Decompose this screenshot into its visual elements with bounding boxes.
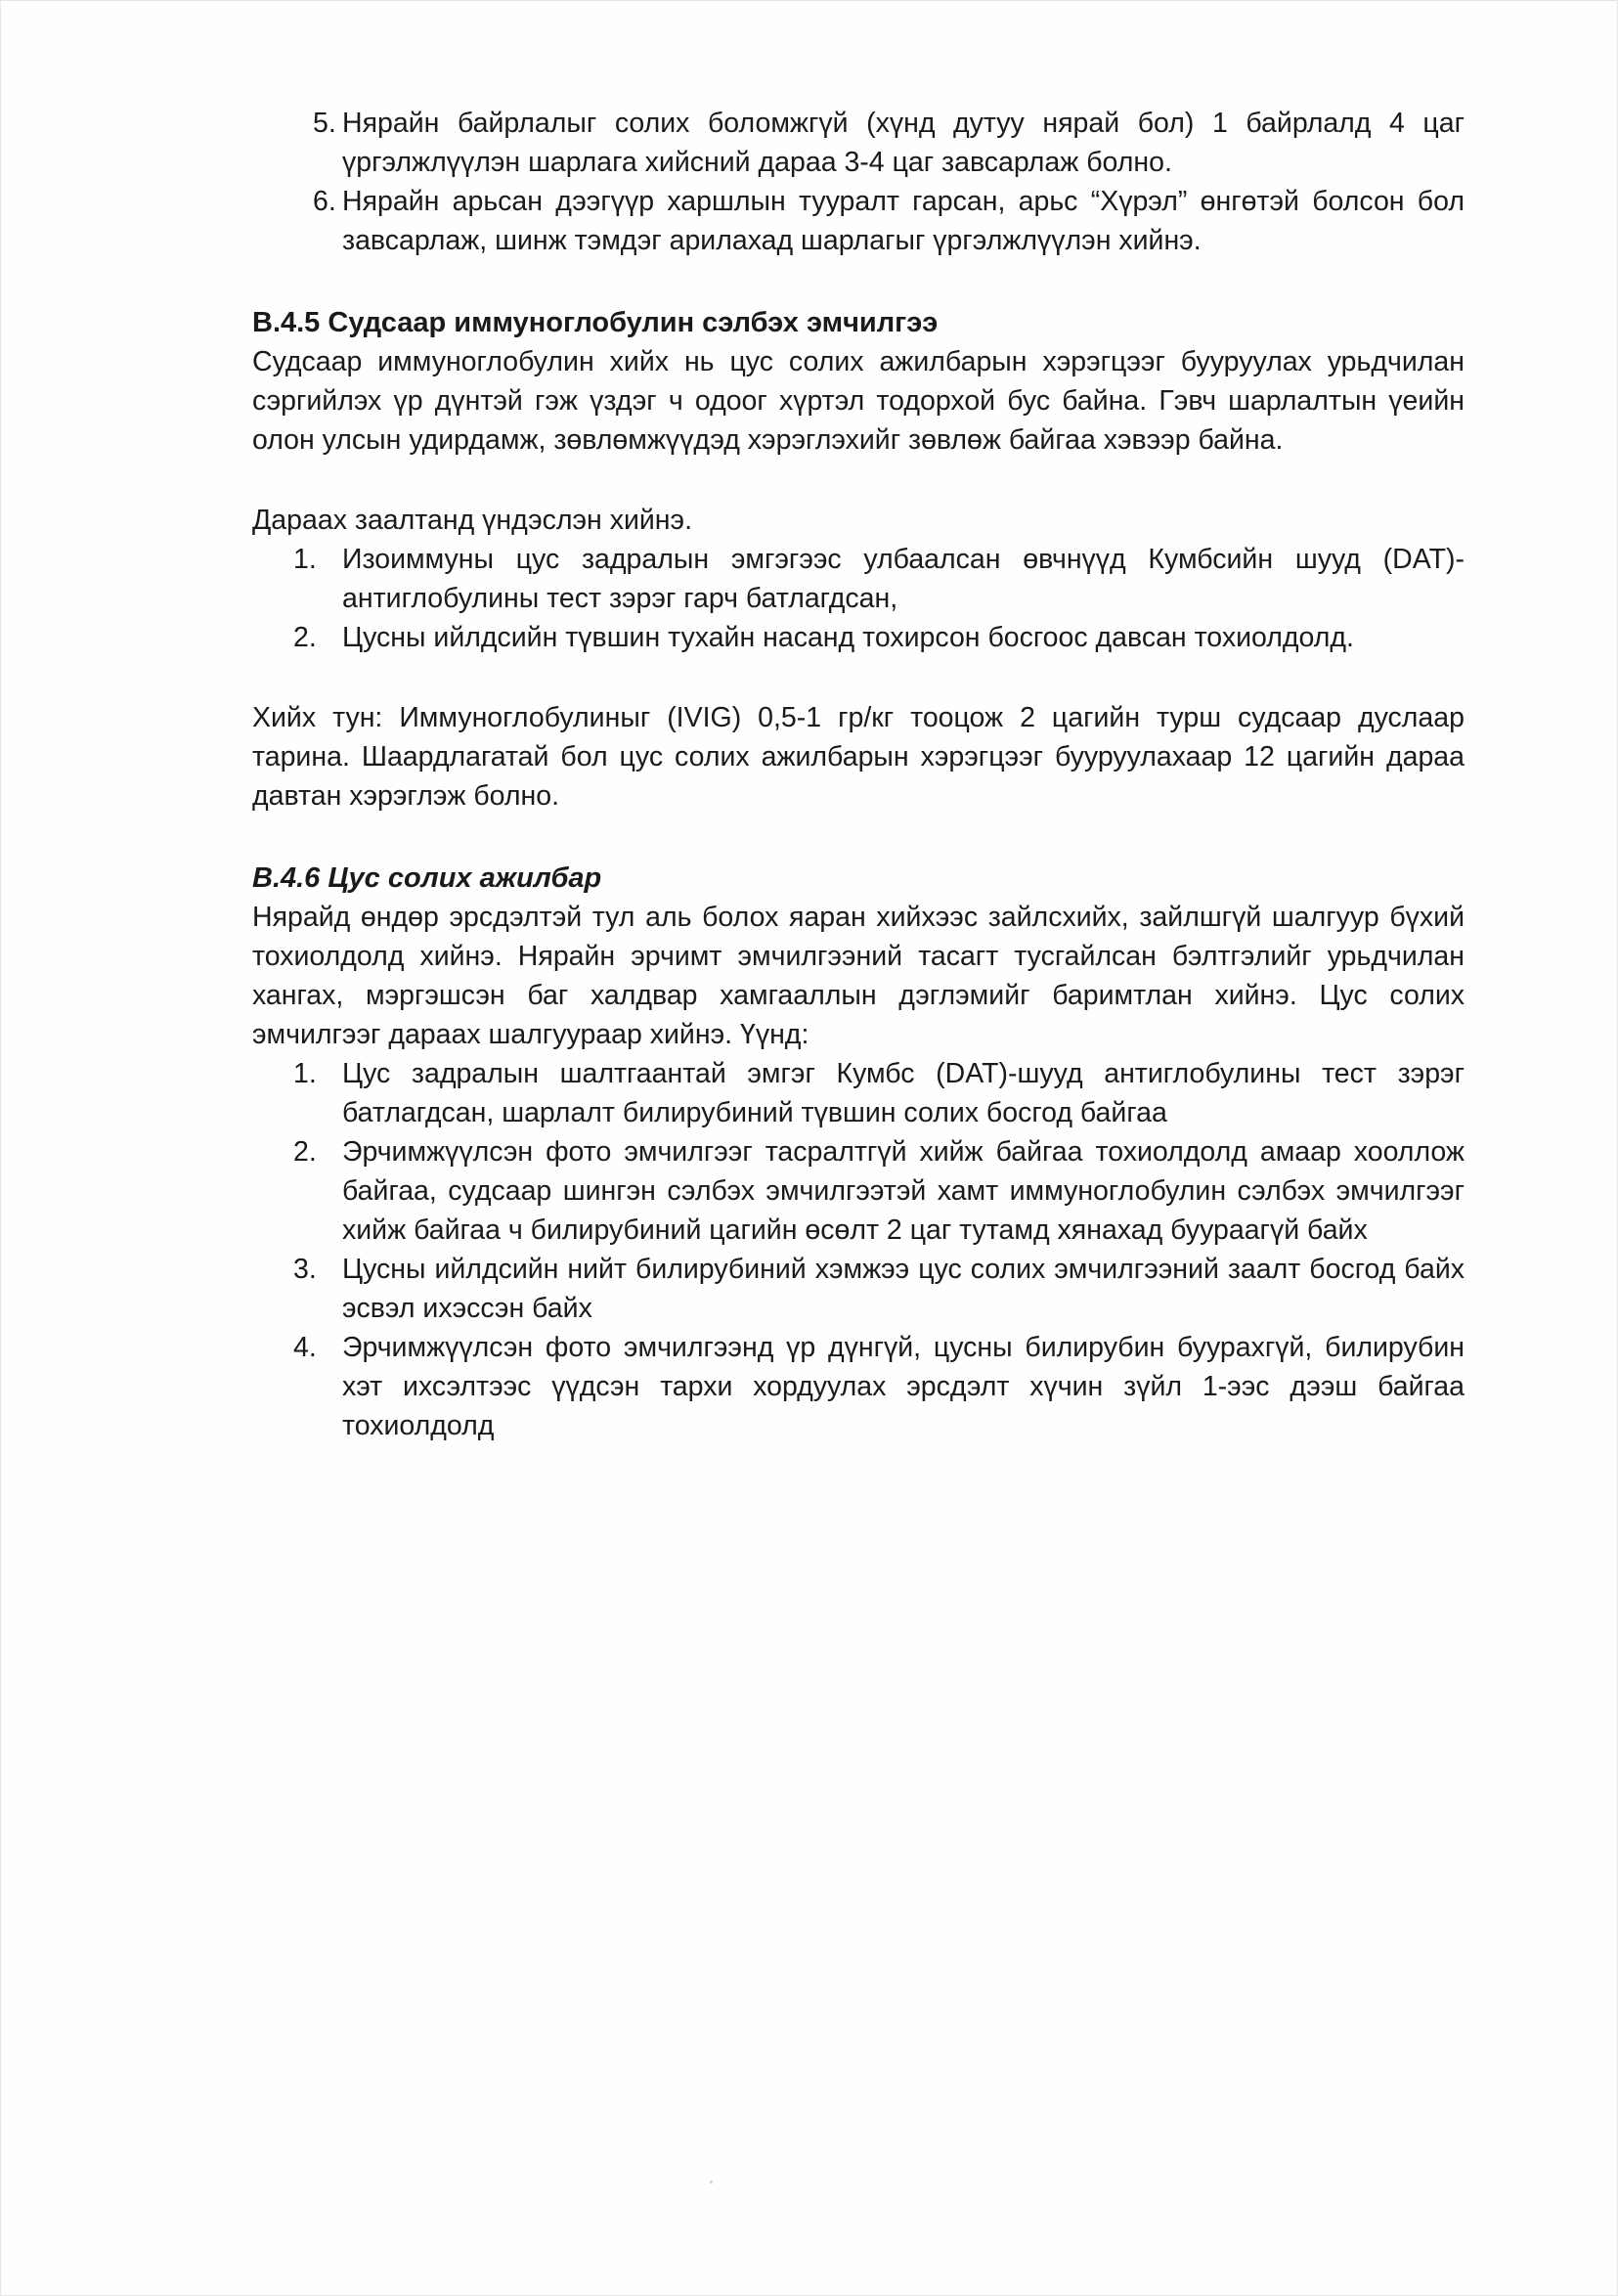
list-text: Изоиммуны цус задралын эмгэгээс улбаалсан өвчнүүд Кумбсийн шууд (DAT)-антиглобулины тест зэрэг гарч батлагдсан, bbox=[342, 544, 1465, 614]
list-item bbox=[252, 540, 1465, 618]
list-number: 1. bbox=[293, 544, 317, 575]
list-text: Нярайн арьсан дээгүүр харшлын тууралт гарсан, арьс “Хүрэл” өнгөтэй болсон бол завсарлаж, шинж тэмдэг арилахад шарлагыг үргэлжлүүлэн хийнэ. bbox=[342, 186, 1465, 256]
scan-speck bbox=[710, 2181, 713, 2184]
list-number: 3. bbox=[293, 1254, 317, 1285]
list-number: 5. bbox=[313, 108, 336, 139]
indications-list bbox=[252, 540, 1465, 657]
list-number: 6. bbox=[313, 186, 336, 217]
list-number: 2. bbox=[293, 622, 317, 653]
list-text: Цусны ийлдсийн нийт билирубиний хэмжээ цус солих эмчилгээний заалт босгод байх эсвэл ихэссэн байх bbox=[342, 1254, 1465, 1324]
list-text: Цусны ийлдсийн түвшин тухайн насанд тохирсон босгоос давсан тохиолдолд. bbox=[342, 622, 1354, 653]
section-b45-intro: Судсаар иммуноглобулин хийх нь цус солих ажилбарын хэрэгцээг бууруулах урьдчилан сэргийлэх үр дүнтэй гэж үздэг ч одоог хүртэл тодорхой бус байна. Гэвч шарлалтын үеийн олон улсын удирдамж, зөвлөмжүүдэд хэрэглэхийг зөвлөж байгаа хэвээр байна. bbox=[252, 346, 1465, 456]
list-text: Нярайн байрлалыг солих боломжгүй (хүнд дутуу нярай бол) 1 байрлалд 4 цаг үргэлжлүүлэн шарлага хийсний дараа 3-4 цаг завсарлаж болно. bbox=[342, 108, 1465, 178]
dosage-paragraph: Хийх тун: Иммуноглобулиныг (IVIG) 0,5-1 гр/кг тооцож 2 цагийн турш судсаар дуслаар тарина. Шаардлагатай бол цус солих ажилбарын хэрэгцээг бууруулахаар 12 цагийн дараа давтан хэрэглэж болно. bbox=[252, 702, 1465, 812]
section-b46-intro: Нярайд өндөр эрсдэлтэй тул аль болох яаран хийхээс зайлсхийх, зайлшгүй шалгуур бүхий тохиолдолд хийнэ. Нярайн эрчимт эмчилгээний тасагт тусгайлсан бэлтгэлийг урьдчилан хангах, мэргэшсэн баг халдвар хамгааллын дэглэмийг баримтлан хийнэ. Цус солих эмчилгээг дараах шалгуураар хийнэ. Үүнд: bbox=[252, 902, 1465, 1050]
criteria-list bbox=[252, 1054, 1465, 1445]
page-content bbox=[252, 104, 1465, 1445]
list-item bbox=[252, 182, 1465, 260]
list-item bbox=[252, 104, 1465, 182]
list-item bbox=[252, 1132, 1465, 1250]
list-number: 2. bbox=[293, 1136, 317, 1168]
list-text: Эрчимжүүлсэн фото эмчилгээнд үр дүнгүй, цусны билирубин буурахгүй, билирубин хэт ихсэлтээс үүдсэн тархи хордуулах эрсдэлт хүчин зүйл 1-ээс дээш байгаа тохиолдолд bbox=[342, 1332, 1465, 1441]
list-item bbox=[252, 1250, 1465, 1328]
list-number: 4. bbox=[293, 1332, 317, 1363]
list-item bbox=[252, 1054, 1465, 1132]
list-number: 1. bbox=[293, 1058, 317, 1089]
section-heading-b45: B.4.5 Судсаар иммуноглобулин сэлбэх эмчилгээ bbox=[252, 307, 939, 338]
list-text: Цус задралын шалтгаантай эмгэг Кумбс (DAT)-шууд антиглобулины тест зэрэг батлагдсан, шарлалт билирубиний түвшин солих босгод байгаа bbox=[342, 1058, 1465, 1128]
section-heading-b46: B.4.6 Цус солих ажилбар bbox=[252, 862, 602, 894]
list-text: Эрчимжүүлсэн фото эмчилгээг тасралтгүй хийж байгаа тохиолдолд амаар хооллож байгаа, судсаар шингэн сэлбэх эмчилгээтэй хамт иммуноглобулин сэлбэх эмчилгээг хийж байгаа ч билирубиний цагийн өсөлт 2 цаг тутамд хянахад буураагүй байх bbox=[342, 1136, 1465, 1246]
indications-lead: Дараах заалтанд үндэслэн хийнэ. bbox=[252, 505, 692, 536]
list-item bbox=[252, 618, 1465, 657]
list-item bbox=[252, 1328, 1465, 1445]
continued-list bbox=[252, 104, 1465, 260]
